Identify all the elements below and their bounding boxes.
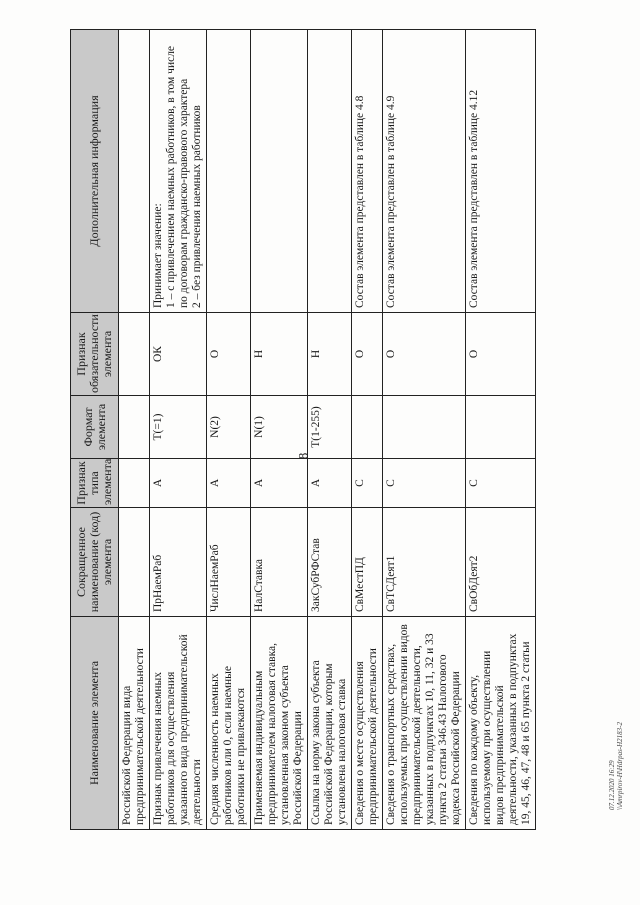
cell-format: N(2) bbox=[207, 396, 251, 459]
cell-required bbox=[119, 313, 150, 396]
cell-required: ОК bbox=[150, 313, 207, 396]
cell-code bbox=[119, 508, 150, 617]
cell-required: О bbox=[466, 313, 536, 396]
table-row bbox=[150, 30, 207, 830]
header-required: Признак обязательности элемента bbox=[71, 313, 119, 396]
cell-code: СвОбДеят2 bbox=[466, 508, 536, 617]
cell-code: ПрНаемРаб bbox=[150, 508, 207, 617]
cell-format bbox=[383, 396, 466, 459]
cell-code: ЗакСубРФСтав bbox=[308, 508, 352, 617]
cell-info: Состав элемента представлен в таблице 4.9 bbox=[383, 30, 466, 313]
cell-required: О bbox=[383, 313, 466, 396]
cell-code: НалСтавка bbox=[251, 508, 308, 617]
cell-format: N(1) bbox=[251, 396, 308, 459]
cell-required: О bbox=[207, 313, 251, 396]
cell-name: Сведения о транспортных средствах, используемых при осуществлении видов предпринимательской деятельности, указанных в подпунктах 10, 11, 32 и 33 пункта 2 статьи 346.43 Налогового кодекса Российской Федерации bbox=[383, 617, 466, 830]
cell-name: Сведения по каждому объекту, используемому при осуществлении видов предпринимательской деятельности, указанных в подпунктах 19, 45, 46, 47, 48 и 65 пункта 2 статьи bbox=[466, 617, 536, 830]
cell-code: ЧислНаемРаб bbox=[207, 508, 251, 617]
cell-type: А bbox=[251, 459, 308, 508]
cell-info: Состав элемента представлен в таблице 4.8 bbox=[352, 30, 383, 313]
cell-name: Сведения о месте осуществления предпринимательской деятельности bbox=[352, 617, 383, 830]
cell-format: T(1-255) bbox=[308, 396, 352, 459]
cell-type: А bbox=[207, 459, 251, 508]
footer-date: 07.12.2020 16:29 bbox=[608, 760, 616, 810]
header-format: Формат элемента bbox=[71, 396, 119, 459]
cell-code: СвМестПД bbox=[352, 508, 383, 617]
cell-info bbox=[251, 30, 308, 313]
table-row bbox=[308, 30, 352, 830]
table-row bbox=[383, 30, 466, 830]
cell-info bbox=[308, 30, 352, 313]
cell-type: С bbox=[352, 459, 383, 508]
header-info: Дополнительная информация bbox=[71, 30, 119, 313]
table-row bbox=[119, 30, 150, 830]
header-code: Сокращенное наименование (код) элемента bbox=[71, 508, 119, 617]
cell-required: Н bbox=[251, 313, 308, 396]
cell-info bbox=[207, 30, 251, 313]
cell-info: Состав элемента представлен в таблице 4.12 bbox=[466, 30, 536, 313]
rotated-table-container bbox=[70, 45, 595, 830]
header-type: Признак типа элемента bbox=[71, 459, 119, 508]
header-name: Наименование элемента bbox=[71, 617, 119, 830]
cell-format: T(=1) bbox=[150, 396, 207, 459]
table-row bbox=[251, 30, 308, 830]
cell-required: Н bbox=[308, 313, 352, 396]
cell-name: Применяемая индивидуальным предпринимателем налоговая ставка, установленная законом субъекта Российской Федерации bbox=[251, 617, 308, 830]
footer-path: \\Amrpirov-H\Hdrpas-H2183-2 bbox=[616, 721, 624, 810]
cell-format bbox=[119, 396, 150, 459]
cell-name: Средняя численность наемных работников или 0, если наемные работники не привлекаются bbox=[207, 617, 251, 830]
cell-type: А bbox=[308, 459, 352, 508]
table-row bbox=[352, 30, 383, 830]
footer-stamp bbox=[608, 722, 624, 810]
cell-info: Принимает значение: 1 – с привлечением наемных работников, в том числе по договорам гражданско-правового характера 2 – без привлечения наемных работников bbox=[150, 30, 207, 313]
table-row bbox=[207, 30, 251, 830]
cell-type bbox=[119, 459, 150, 508]
elements-table bbox=[70, 29, 536, 830]
cell-name: Признак привлечения наемных работников для осуществления указанного вида предпринимательской деятельности bbox=[150, 617, 207, 830]
cell-format bbox=[466, 396, 536, 459]
cell-code: СвТСДеят1 bbox=[383, 508, 466, 617]
page-number: 8 bbox=[295, 452, 311, 460]
cell-required: О bbox=[352, 313, 383, 396]
cell-name: Российской Федерации вида предпринимательской деятельности bbox=[119, 617, 150, 830]
cell-type: А bbox=[150, 459, 207, 508]
cell-type: С bbox=[383, 459, 466, 508]
cell-format bbox=[352, 396, 383, 459]
cell-type: С bbox=[466, 459, 536, 508]
cell-name: Ссылка на норму закона субъекта Российской Федерации, которым установлена налоговая ставка bbox=[308, 617, 352, 830]
table-row bbox=[466, 30, 536, 830]
table-header-row bbox=[71, 30, 119, 830]
cell-info bbox=[119, 30, 150, 313]
